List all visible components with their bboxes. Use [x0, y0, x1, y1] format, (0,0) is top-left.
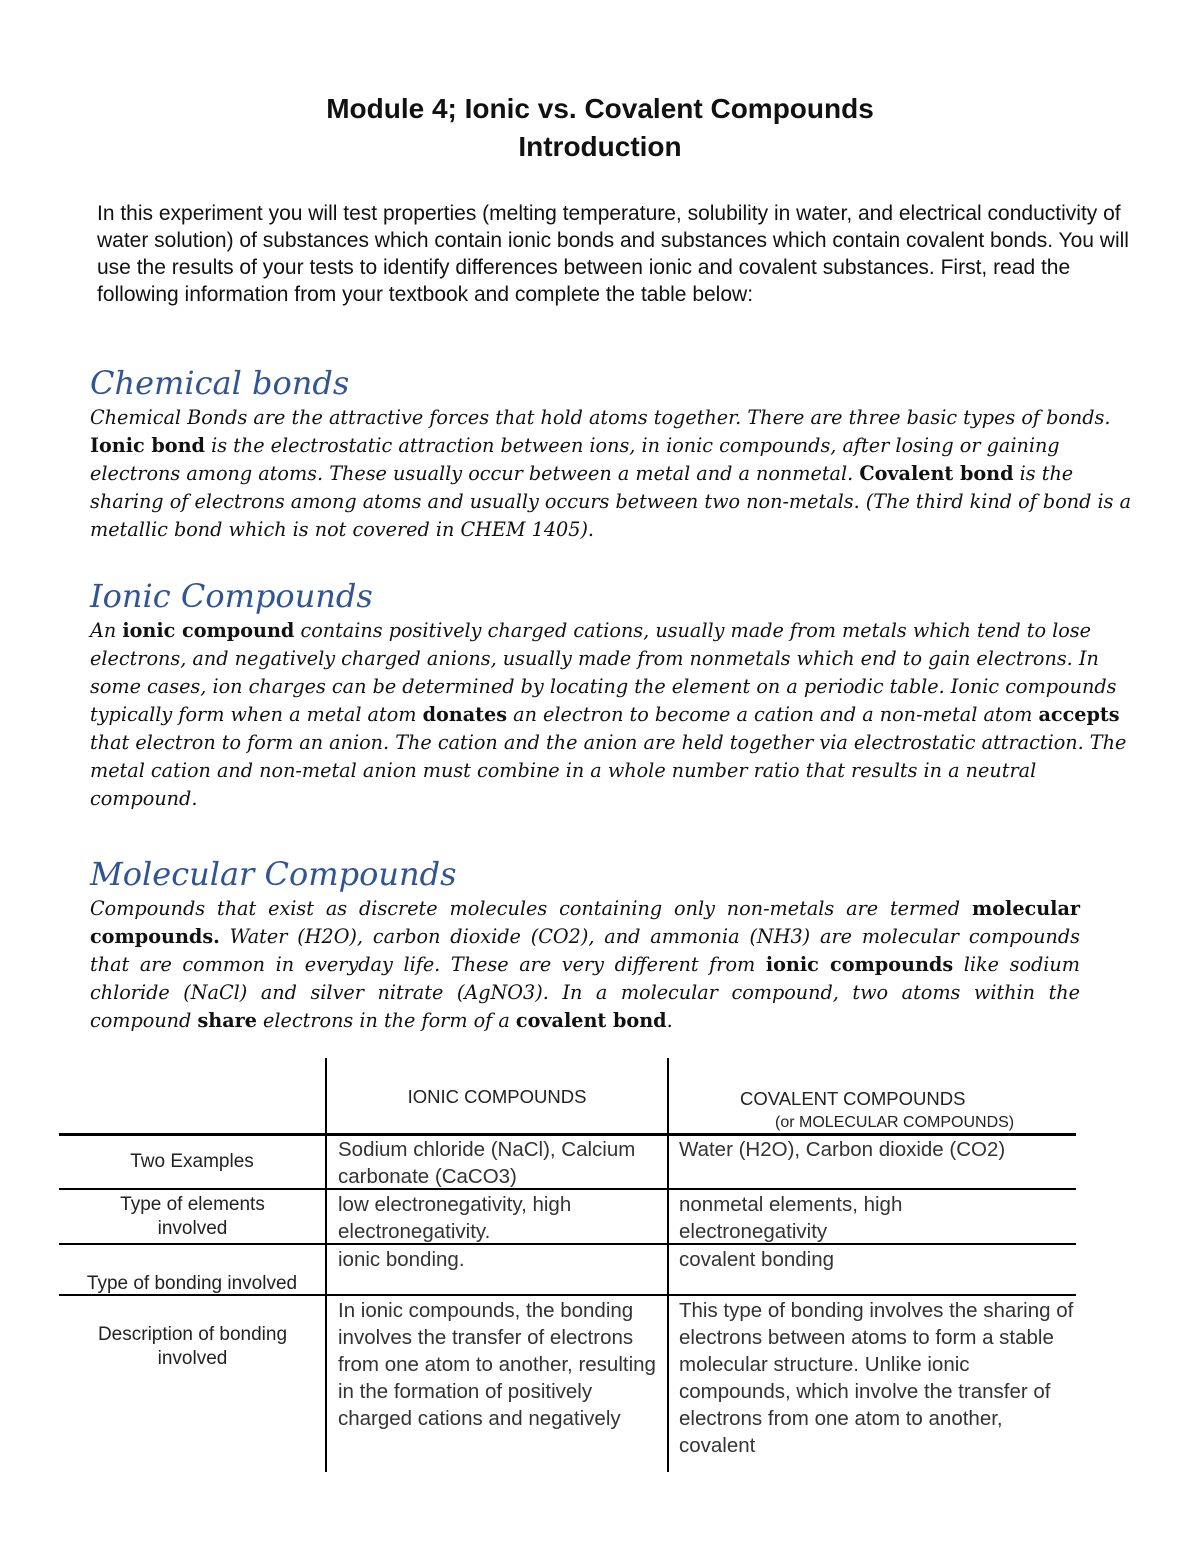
term-ionic-bond: Ionic bond	[90, 434, 205, 457]
page-title: Module 4; Ionic vs. Covalent Compounds	[326, 93, 874, 124]
cell-ionic-examples: Sodium chloride (NaCl), Calcium carbonate (CaCO3)	[338, 1138, 636, 1188]
term-share: share	[197, 1009, 257, 1032]
molecular-text-5: .	[666, 1009, 673, 1032]
molecular-text-1: Compounds that exist as discrete molecules containing only non-metals are termed	[90, 897, 972, 920]
heading-ionic-compounds: Ionic Compounds	[90, 577, 373, 615]
term-donates: donates	[422, 703, 508, 726]
page-subtitle: Introduction	[518, 131, 682, 162]
term-covalent-bond-2: covalent bond	[515, 1009, 667, 1032]
chemical-bonds-text-1: Chemical Bonds are the attractive forces that hold atoms together. There are three basic types of bonds.	[90, 406, 1111, 429]
table-header-ionic: IONIC COMPOUNDS	[407, 1086, 587, 1107]
cell-ionic-elements: low electronegativity, high electronegativity.	[338, 1193, 572, 1243]
cell-covalent-description: This type of bonding involves the sharing of electrons between atoms to form a stable molecular structure. Unlike ionic compounds, which involve the transfer of electrons from one atom to another, covalent	[679, 1299, 1074, 1457]
row-label-bonding-type: Type of bonding involved	[86, 1273, 298, 1294]
table-header-covalent: COVALENT COMPOUNDS	[740, 1088, 966, 1109]
chemical-bonds-text-2: is the electrostatic attraction between ions, in ionic compounds, after losing or gaining electrons among atoms. These usually occur between a metal and a nonmetal.	[90, 434, 1060, 485]
ionic-text-4: that electron to form an anion. The cation and the anion are held together via electrostatic attraction. The metal cation and non-metal anion must combine in a whole number ratio that results in a neutral compound.	[90, 731, 1127, 810]
cell-covalent-bonding: covalent bonding	[679, 1248, 835, 1271]
row-label-two-examples: Two Examples	[130, 1151, 254, 1172]
chemical-bonds-paragraph	[90, 404, 1135, 544]
row-label-description: Description of bonding involved	[97, 1324, 288, 1369]
cell-covalent-examples: Water (H2O), Carbon dioxide (CO2)	[679, 1138, 1006, 1161]
ionic-compounds-paragraph	[90, 617, 1135, 813]
ionic-text-2: contains positively charged cations, usually made from metals which tend to lose electrons, and negatively charged anions, usually made from nonmetals which end to gain electrons. In some cases, ion charges can be determined by locating the element on a periodic table. Ionic compounds typically form when a metal atom	[90, 619, 1117, 726]
cell-ionic-bonding: ionic bonding.	[338, 1248, 465, 1271]
row-label-elements: Type of elements involved	[120, 1194, 265, 1239]
table-divider-right	[667, 1058, 669, 1472]
molecular-text-2: Water (H2O), carbon dioxide (CO2), and ammonia (NH3) are molecular compounds that are common in everyday life. These are very different from	[90, 925, 1080, 976]
term-ionic-compound: ionic compound	[122, 619, 295, 642]
cell-covalent-elements: nonmetal elements, high electronegativity	[679, 1193, 903, 1243]
term-molecular-compounds: molecular compounds.	[90, 897, 1080, 948]
table-header-covalent-sub: (or MOLECULAR COMPOUNDS)	[775, 1114, 1015, 1131]
term-ionic-compounds: ionic compounds	[765, 953, 954, 976]
molecular-text-3: like sodium chloride (NaCl) and silver nitrate (AgNO3). In a molecular compound, two atoms within the compound	[90, 953, 1080, 1032]
ionic-text-3: an electron to become a cation and a non-metal atom	[507, 703, 1039, 726]
ionic-text-1: An	[90, 619, 123, 642]
molecular-compounds-paragraph	[90, 895, 1080, 1035]
term-covalent-bond: Covalent bond	[859, 462, 1014, 485]
heading-molecular-compounds: Molecular Compounds	[90, 855, 457, 893]
chemical-bonds-text-3: is the sharing of electrons among atoms and usually occurs between two non-metals. (The third kind of bond is a metallic bond which is not covered in CHEM 1405).	[90, 462, 1132, 541]
molecular-text-4: electrons in the form of a	[256, 1009, 516, 1032]
cell-ionic-description: In ionic compounds, the bonding involves the transfer of electrons from one atom to another, resulting in the formation of positively charged cations and negatively	[338, 1299, 656, 1430]
heading-chemical-bonds: Chemical bonds	[90, 364, 350, 402]
table-divider-left	[325, 1058, 327, 1472]
term-accepts: accepts	[1038, 703, 1120, 726]
intro-paragraph: In this experiment you will test properties (melting temperature, solubility in water, and electrical conductivity of water solution) of substances which contain ionic bonds and substances which contain covalent bonds. You will use the results of your tests to identify differences between ionic and covalent substances. First, read the following information from your textbook and complete the table below:	[97, 202, 1129, 306]
